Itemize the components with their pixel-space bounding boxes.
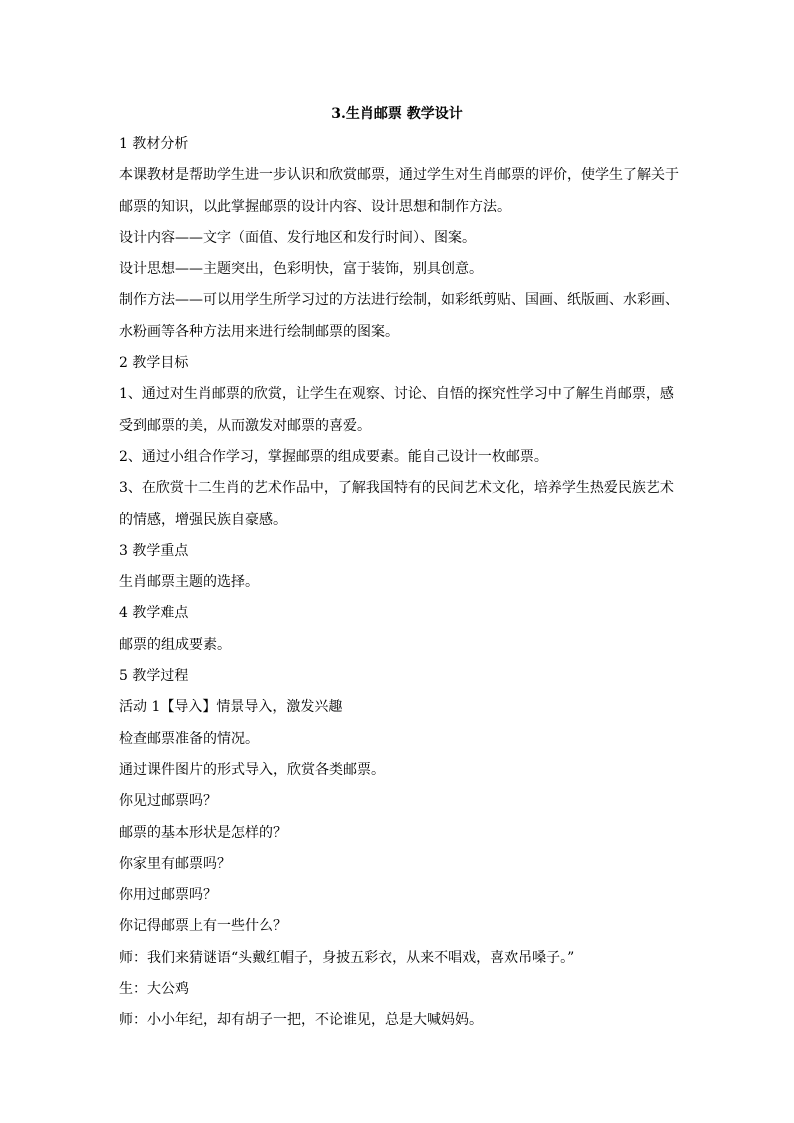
text-line: 设计思想——主题突出，色彩明快，富于装饰，别具创意。 (119, 261, 483, 278)
text-line: 的情感，增强民族自豪感。 (119, 511, 287, 528)
text-line: 本课教材是帮助学生进一步认识和欣赏邮票，通过学生对生肖邮票的评价，使学生了解关于 (119, 167, 679, 184)
text-line: 生：大公鸡 (119, 981, 189, 998)
text-line: 你用过邮票吗？ (119, 887, 217, 904)
text-line: 制作方法——可以用学生所学习过的方法进行绘制，如彩纸剪贴、国画、纸版画、水彩画、 (119, 292, 679, 309)
text-line: 你见过邮票吗？ (119, 793, 217, 810)
text-line: 邮票的知识，以此掌握邮票的设计内容、设计思想和制作方法。 (119, 198, 511, 215)
text-line: 1 教材分析 (119, 136, 189, 152)
text-line: 水粉画等各种方法用来进行绘制邮票的图案。 (119, 323, 399, 340)
text-line: 设计内容——文字（面值、发行地区和发行时间）、图案。 (119, 229, 476, 246)
text-line: 3 教学重点 (119, 542, 189, 559)
text-line: 5 教学过程 (119, 668, 189, 685)
text-line: 1、通过对生肖邮票的欣赏，让学生在观察、讨论、自悟的探究性学习中了解生肖邮票，感 (119, 386, 674, 403)
text-line: 检查邮票准备的情况。 (119, 730, 259, 747)
text-line: 你家里有邮票吗？ (119, 855, 231, 872)
text-line: 师：小小年纪，却有胡子一把，不论谁见，总是大喊妈妈。 (119, 1012, 483, 1029)
text-line: 4 教学难点 (119, 605, 189, 622)
text-line: 你记得邮票上有一些什么？ (119, 918, 287, 935)
document-body (119, 131, 679, 1039)
text-line: 邮票的组成要素。 (119, 636, 231, 653)
text-line: 通过课件图片的形式导入，欣赏各类邮票。 (119, 761, 385, 778)
text-line: 师：我们来猜谜语“头戴红帽子，身披五彩衣，从来不唱戏，喜欢吊嗓子。” (119, 949, 575, 966)
text-line: 3、在欣赏十二生肖的艺术作品中，了解我国特有的民间艺术文化，培养学生热爱民族艺术 (119, 480, 674, 497)
text-line: 2 教学目标 (119, 355, 189, 372)
document-title: 3.生肖邮票 教学设计 (331, 106, 463, 122)
text-line: 邮票的基本形状是怎样的？ (119, 824, 287, 841)
text-line: 生肖邮票主题的选择。 (119, 574, 259, 591)
text-line: 2、通过小组合作学习，掌握邮票的组成要素。能自己设计一枚邮票。 (119, 448, 548, 465)
text-line: 活动 1【导入】情景导入，激发兴趣 (119, 699, 343, 716)
text-line: 受到邮票的美，从而激发对邮票的喜爱。 (119, 417, 371, 434)
